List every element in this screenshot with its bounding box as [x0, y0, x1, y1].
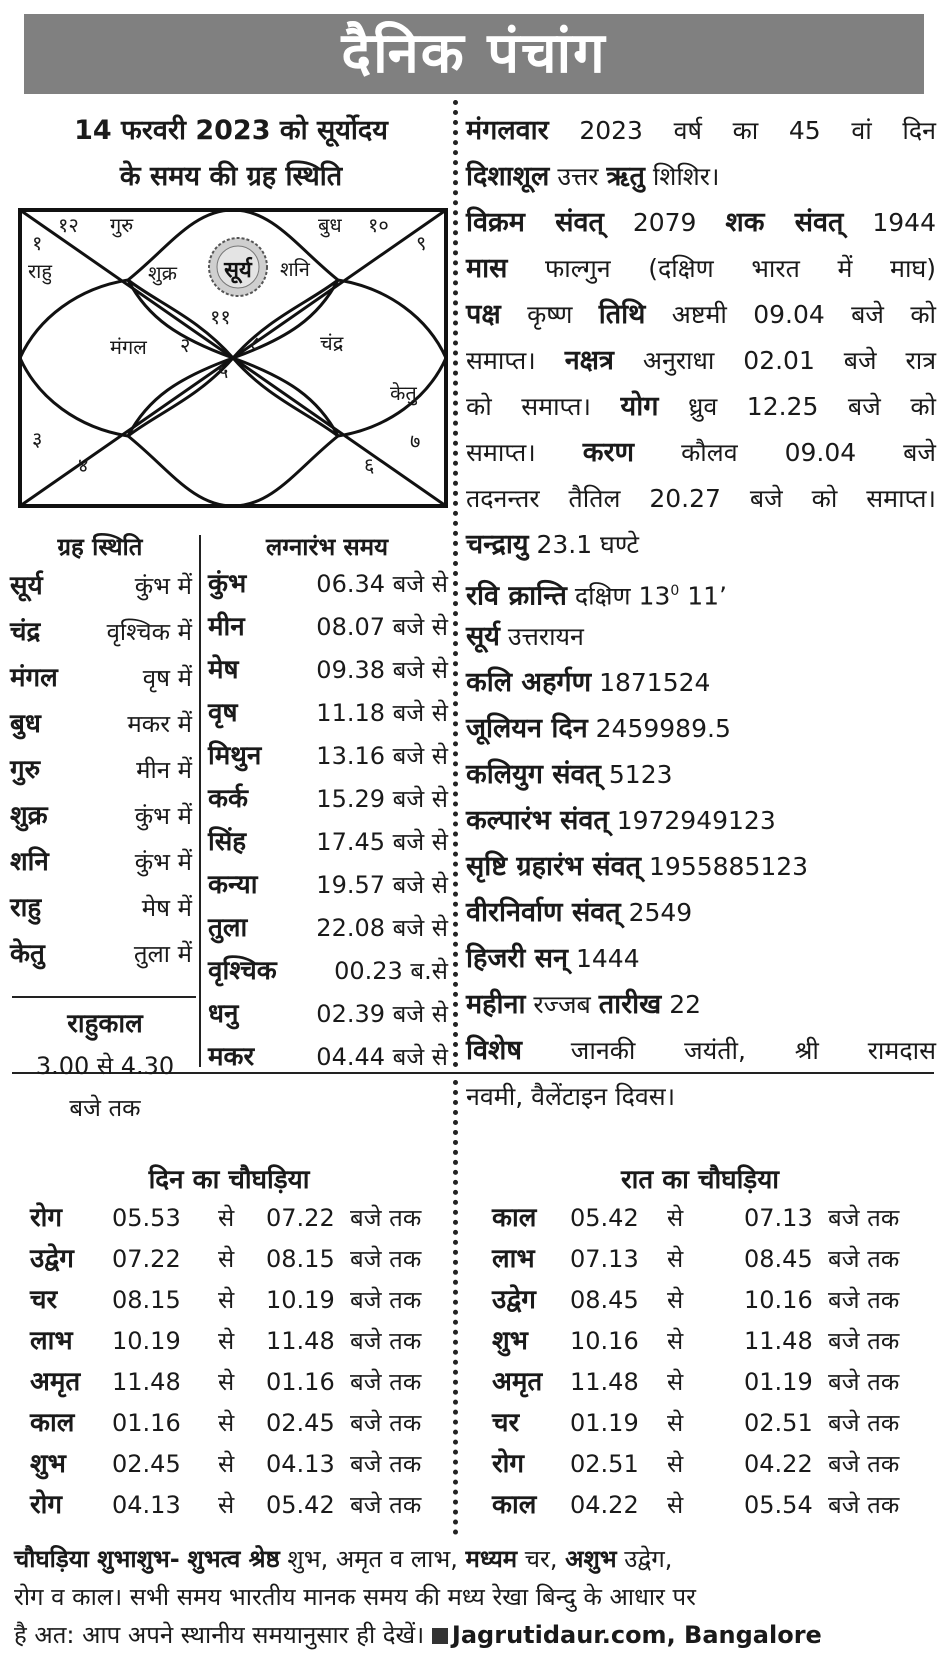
info-vishesh-line2: नवमी, वैलेंटाइन दिवस। [466, 1082, 676, 1111]
info-kranti [466, 568, 936, 614]
rahukaal-title: राहुकाल [67, 1009, 143, 1039]
choghadiya-name: लाभ [30, 1326, 73, 1356]
info-yog [466, 384, 936, 430]
hijri-value: 1444 [576, 944, 640, 973]
srishti-value: 1955885123 [649, 852, 809, 881]
footer-text-shubh: शुभ, अमृत व लाभ, [287, 1545, 458, 1573]
lagna-sign: मीन [208, 612, 245, 642]
chart-title-line2: के समय की ग्रह स्थिति [119, 161, 343, 192]
lagna-row [208, 649, 448, 692]
choghadiya-name: काल [492, 1203, 537, 1233]
julian-label: जूलियन दिन [466, 713, 588, 744]
lagna-row [208, 950, 448, 993]
choghadiya-name: अमृत [30, 1367, 81, 1397]
lagna-sign: मकर [208, 1042, 255, 1072]
house-11-number: ११ [210, 305, 231, 329]
shukra-label: शुक्र [148, 261, 177, 285]
planet-row [10, 609, 192, 655]
kalparambh-label: कल्पारंभ संवत् [466, 805, 609, 836]
se-word: से [218, 1245, 235, 1273]
lagna-time: 00.23 ब.से [334, 957, 448, 985]
footer-note [14, 1540, 934, 1654]
planet-sign: मेष में [141, 894, 192, 922]
planet-name: सूर्य [10, 571, 43, 601]
day-choghadiya-title: दिन का चौघड़िया [148, 1165, 310, 1195]
start-time: 08.15 [112, 1286, 181, 1314]
kaliyug-value: 5123 [608, 760, 673, 789]
planet-sign: कुंभ में [134, 848, 192, 876]
info-dishashool [466, 154, 936, 200]
start-time: 05.42 [570, 1204, 639, 1232]
info-surya [466, 614, 936, 660]
mangal-label: मंगल [110, 335, 147, 359]
hijri-label: हिजरी सन् [466, 943, 569, 974]
chandrayu-label: चन्द्रायु [466, 529, 529, 560]
choghadiya-name: उद्वेग [30, 1244, 74, 1274]
tarikh-label: तारीख [598, 989, 662, 1020]
day-choghadiya-row [30, 1444, 470, 1485]
lagna-time: 06.34 बजे से [316, 570, 448, 598]
planet-positions-header: ग्रह स्थिति [57, 533, 143, 561]
time-suffix: बजे तक [828, 1491, 900, 1519]
yog-value: ध्रुव 12.25 बजे को [687, 392, 936, 421]
end-time: 11.48 [266, 1327, 335, 1355]
info-nakshatra [466, 338, 936, 384]
day-label: मंगलवार [466, 115, 549, 146]
kali-label: कलि अहर्गण [466, 667, 592, 698]
planet-sign: कुंभ में [134, 572, 192, 600]
lagna-sign: वृश्चिक [208, 956, 277, 986]
planet-sign: वृष में [142, 664, 192, 692]
kalparambh-value: 1972949123 [616, 806, 776, 835]
se-word: से [667, 1409, 684, 1437]
ketu-label: केतु [390, 381, 417, 405]
se-word: से [218, 1491, 235, 1519]
lagna-header: लग्नारंभ समय [265, 533, 389, 561]
day-choghadiya-row [30, 1485, 470, 1526]
time-suffix: बजे तक [350, 1245, 422, 1273]
end-time: 08.15 [266, 1245, 335, 1273]
dishashool-value: उत्तर [557, 162, 599, 191]
planet-name: बुध [10, 709, 41, 739]
source-credit: Jagrutidaur.com, Bangalore [451, 1621, 822, 1649]
footer-label-shresth: शुभत्व श्रेष्ठ [187, 1545, 280, 1573]
paksha-label: पक्ष [466, 299, 501, 330]
lagna-sign: तुला [208, 913, 248, 943]
chandra-label: चंद्र [320, 331, 344, 355]
info-mahina [466, 982, 936, 1028]
start-time: 11.48 [112, 1368, 181, 1396]
planet-name: शुक्र [10, 801, 48, 831]
se-word: से [218, 1368, 235, 1396]
time-suffix: बजे तक [350, 1368, 422, 1396]
tarikh-value: 22 [669, 990, 702, 1019]
karan-value: कौलव 09.04 बजे [681, 438, 936, 467]
lagna-sign: सिंह [208, 827, 247, 857]
start-time: 02.51 [570, 1450, 639, 1478]
choghadiya-name: रोग [30, 1203, 63, 1233]
time-suffix: बजे तक [828, 1286, 900, 1314]
nakshatra-label: नक्षत्र [564, 345, 614, 376]
lagna-sign: कर्क [208, 784, 248, 814]
night-choghadiya-row [492, 1198, 932, 1239]
day-choghadiya-row [30, 1321, 470, 1362]
samapt-2: को समाप्त। [466, 392, 591, 421]
footer-line3 [14, 1616, 934, 1654]
time-suffix: बजे तक [828, 1327, 900, 1355]
planet-name: राहु [10, 893, 42, 923]
info-tadanantar: तदनन्तर तैतिल 20.27 बजे को समाप्त। [466, 484, 936, 513]
planet-name: गुरु [10, 755, 41, 785]
kranti-minutes: 11’ [687, 581, 727, 611]
lagna-row [208, 606, 448, 649]
lagna-time: 11.18 बजे से [316, 699, 448, 727]
house-6-number: ६ [364, 453, 375, 477]
info-maas [466, 246, 936, 292]
info-karan [466, 430, 936, 476]
footer-label-madhyam: मध्यम [465, 1545, 518, 1573]
se-word: से [218, 1204, 235, 1232]
vikram-label: विक्रम संवत् [466, 207, 604, 238]
start-time: 04.22 [570, 1491, 639, 1519]
planet-name: मंगल [10, 663, 58, 693]
se-word: से [667, 1327, 684, 1355]
house-7-number: ७ [410, 429, 421, 453]
se-word: से [667, 1204, 684, 1232]
footer-label-ashubh: अशुभ [565, 1545, 617, 1573]
planet-row [10, 563, 192, 609]
kranti-label: रवि क्रान्ति [466, 580, 567, 612]
paksha-value: कृष्ण [527, 300, 573, 329]
info-veer [466, 890, 936, 936]
day-text: 2023 वर्ष का 45 वां दिन [579, 116, 936, 145]
chandrayu-value: 23.1 घण्टे [536, 530, 640, 559]
chart-title-line1: 14 फरवरी 2023 को सूर्योदय [74, 115, 388, 146]
day-choghadiya-row [30, 1403, 470, 1444]
house-1-number: १ [32, 231, 43, 255]
house-8-number: ८ [250, 331, 261, 355]
end-time: 11.48 [744, 1327, 813, 1355]
time-suffix: बजे तक [828, 1245, 900, 1273]
footer-text-char: चर, [524, 1545, 558, 1573]
end-time: 05.42 [266, 1491, 335, 1519]
end-time: 01.16 [266, 1368, 335, 1396]
page-title-banner: दैनिक पंचांग [24, 14, 924, 94]
info-chandrayu [466, 522, 936, 568]
end-time: 04.22 [744, 1450, 813, 1478]
planet-row [10, 839, 192, 885]
day-choghadiya-row [30, 1362, 470, 1403]
time-suffix: बजे तक [350, 1327, 422, 1355]
night-choghadiya-row [492, 1444, 932, 1485]
time-suffix: बजे तक [350, 1450, 422, 1478]
planet-sign: मीन में [136, 756, 192, 784]
info-kali [466, 660, 936, 706]
lagna-sign: कन्या [208, 870, 258, 900]
choghadiya-name: चर [492, 1408, 520, 1438]
kali-value: 1871524 [599, 668, 711, 697]
center-planet-label: सूर्य [224, 258, 252, 283]
start-time: 10.16 [570, 1327, 639, 1355]
kranti-degree: 0 [670, 583, 680, 599]
lagna-row [208, 1036, 448, 1079]
lagna-sign: मेष [208, 655, 239, 685]
start-time: 02.45 [112, 1450, 181, 1478]
lagna-time: 19.57 बजे से [316, 871, 448, 899]
mahina-label: महीना [466, 989, 526, 1020]
day-choghadiya-row [30, 1239, 470, 1280]
tithi-value: अष्टमी 09.04 बजे को [671, 300, 936, 329]
time-suffix: बजे तक [350, 1409, 422, 1437]
end-time: 10.16 [744, 1286, 813, 1314]
choghadiya-name: अमृत [492, 1367, 543, 1397]
shani-label: शनि [280, 257, 310, 281]
vikram-value: 2079 [632, 208, 697, 237]
info-day [466, 108, 936, 154]
day-choghadiya-row [30, 1280, 470, 1321]
kundli-chart [18, 208, 448, 508]
planet-row [10, 793, 192, 839]
night-choghadiya-row [492, 1362, 932, 1403]
lagna-time: 09.38 बजे से [316, 656, 448, 684]
end-time: 02.51 [744, 1409, 813, 1437]
end-time: 07.13 [744, 1204, 813, 1232]
house-10-number: १० [368, 213, 389, 237]
karan-label: करण [582, 437, 635, 468]
time-suffix: बजे तक [350, 1491, 422, 1519]
samapt-3: समाप्त। [466, 438, 536, 467]
lagna-row [208, 778, 448, 821]
house-12-number: १२ [58, 213, 79, 237]
house-9-number: ९ [416, 231, 427, 255]
planet-row [10, 885, 192, 931]
house-4-number: ४ [78, 453, 89, 477]
info-hijri [466, 936, 936, 982]
time-suffix: बजे तक [350, 1286, 422, 1314]
veer-value: 2549 [628, 898, 693, 927]
se-word: से [667, 1286, 684, 1314]
planet-row [10, 931, 192, 977]
info-kaliyug [466, 752, 936, 798]
julian-value: 2459989.5 [595, 714, 731, 743]
planet-name: शनि [10, 847, 49, 877]
choghadiya-name: चर [30, 1285, 58, 1315]
lagna-sign: वृष [208, 698, 238, 728]
lagna-row [208, 864, 448, 907]
lagna-sign: कुंभ [208, 569, 247, 599]
srishti-label: सृष्टि ग्रहारंभ संवत् [466, 851, 642, 882]
se-word: से [218, 1450, 235, 1478]
se-word: से [667, 1491, 684, 1519]
info-paksha [466, 292, 936, 338]
end-time: 01.19 [744, 1368, 813, 1396]
footer-line3-text: है अत: आप अपने स्थानीय समयानुसार ही देखें। [14, 1621, 425, 1649]
end-time: 07.22 [266, 1204, 335, 1232]
start-time: 11.48 [570, 1368, 639, 1396]
samapt-1: समाप्त। [466, 346, 536, 375]
lagna-time: 17.45 बजे से [316, 828, 448, 856]
dishashool-label: दिशाशूल [466, 161, 550, 192]
choghadiya-name: काल [30, 1408, 75, 1438]
kaliyug-label: कलियुग संवत् [466, 759, 601, 790]
start-time: 10.19 [112, 1327, 181, 1355]
lagna-row [208, 692, 448, 735]
start-time: 07.13 [570, 1245, 639, 1273]
choghadiya-name: लाभ [492, 1244, 535, 1274]
lagna-row [208, 735, 448, 778]
night-choghadiya-row [492, 1280, 932, 1321]
vishesh-label: विशेष [466, 1035, 522, 1066]
lagna-sign: मिथुन [208, 741, 262, 771]
sun-badge [204, 236, 272, 298]
start-time: 05.53 [112, 1204, 181, 1232]
rahukaal-suffix: बजे तक [69, 1094, 141, 1122]
lagna-row [208, 821, 448, 864]
planet-row [10, 701, 192, 747]
rahu-label: राहु [28, 259, 52, 283]
rahukaal-box [10, 1003, 200, 1129]
lagna-row [208, 993, 448, 1036]
surya-value: उत्तरायन [507, 622, 584, 651]
night-choghadiya-title: रात का चौघड़िया [620, 1165, 780, 1195]
info-srishti [466, 844, 936, 890]
shak-value: 1944 [872, 208, 936, 237]
planet-row [10, 747, 192, 793]
end-time: 04.13 [266, 1450, 335, 1478]
info-samvat [466, 200, 936, 246]
end-time: 10.19 [266, 1286, 335, 1314]
chart-title [14, 108, 448, 200]
time-suffix: बजे तक [350, 1204, 422, 1232]
lagna-time: 13.16 बजे से [316, 742, 448, 770]
se-word: से [667, 1245, 684, 1273]
vishesh-value: जानकी जयंती, श्री रामदास [570, 1036, 936, 1065]
info-kalparambh [466, 798, 936, 844]
lagna-time: 15.29 बजे से [316, 785, 448, 813]
column-divider [199, 535, 201, 1067]
se-word: से [667, 1450, 684, 1478]
surya-label: सूर्य [466, 621, 500, 652]
time-suffix: बजे तक [828, 1450, 900, 1478]
night-choghadiya-row [492, 1239, 932, 1280]
night-choghadiya-row [492, 1403, 932, 1444]
start-time: 01.16 [112, 1409, 181, 1437]
planet-sign: मकर में [127, 710, 192, 738]
time-suffix: बजे तक [828, 1204, 900, 1232]
se-word: से [218, 1327, 235, 1355]
kranti-value: दक्षिण 13 [574, 581, 671, 611]
choghadiya-name: शुभ [492, 1326, 528, 1356]
end-time: 02.45 [266, 1409, 335, 1437]
mahina-value: रज्जब [533, 990, 591, 1019]
lagna-time: 02.39 बजे से [316, 1000, 448, 1028]
planet-sign: कुंभ में [134, 802, 192, 830]
choghadiya-name: काल [492, 1490, 537, 1520]
time-suffix: बजे तक [828, 1368, 900, 1396]
start-time: 08.45 [570, 1286, 639, 1314]
ritu-label: ऋतु [606, 161, 645, 192]
house-3-number: ३ [32, 427, 43, 451]
rahukaal-time: 3.00 से 4.30 [35, 1052, 175, 1080]
night-choghadiya-row [492, 1485, 932, 1526]
planet-name: चंद्र [10, 617, 41, 647]
lagna-time: 22.08 बजे से [316, 914, 448, 942]
guru-label: गुरु [110, 213, 134, 237]
house-2-number: २ [180, 333, 191, 357]
house-5-number: ५ [218, 359, 229, 383]
planet-sign: तुला में [133, 940, 192, 968]
choghadiya-name: रोग [30, 1490, 63, 1520]
nakshatra-value: अनुराधा 02.01 बजे रात्र [642, 346, 937, 375]
rahukaal-divider [12, 996, 196, 998]
lagna-sign: धनु [208, 999, 239, 1029]
se-word: से [218, 1286, 235, 1314]
lagna-row [208, 907, 448, 950]
start-time: 04.13 [112, 1491, 181, 1519]
start-time: 01.19 [570, 1409, 639, 1437]
start-time: 07.22 [112, 1245, 181, 1273]
choghadiya-name: रोग [492, 1449, 525, 1479]
lagna-row [208, 563, 448, 606]
footer-label-choghadiya: चौघड़िया शुभाशुभ- [14, 1545, 180, 1573]
planet-row [10, 655, 192, 701]
end-time: 05.54 [744, 1491, 813, 1519]
ritu-value: शिशिर। [652, 162, 720, 191]
se-word: से [218, 1409, 235, 1437]
planet-name: केतु [10, 939, 45, 969]
se-word: से [667, 1368, 684, 1396]
top-vertical-divider [453, 100, 458, 1068]
footer-line1 [14, 1540, 934, 1578]
info-vishesh [466, 1028, 936, 1074]
planet-sign: वृश्चिक में [106, 618, 192, 646]
footer-line2: रोग व काल। सभी समय भारतीय मानक समय की मध्य रेखा बिन्दु के आधार पर [14, 1583, 696, 1611]
veer-label: वीरनिर्वाण संवत् [466, 897, 621, 928]
time-suffix: बजे तक [828, 1409, 900, 1437]
shak-label: शक संवत् [725, 207, 844, 238]
footer-text-udveg: उद्वेग, [624, 1545, 673, 1573]
end-time: 08.45 [744, 1245, 813, 1273]
night-choghadiya-row [492, 1321, 932, 1362]
square-bullet-icon [432, 1628, 448, 1644]
choghadiya-name: शुभ [30, 1449, 66, 1479]
tithi-label: तिथि [598, 299, 646, 330]
yog-label: योग [620, 391, 659, 422]
lagna-time: 04.44 बजे से [316, 1043, 448, 1071]
maas-value: फाल्गुन (दक्षिण भारत में माघ) [545, 254, 936, 283]
lagna-time: 08.07 बजे से [316, 613, 448, 641]
budh-label: बुध [318, 213, 342, 237]
info-julian [466, 706, 936, 752]
day-choghadiya-row [30, 1198, 470, 1239]
choghadiya-name: उद्वेग [492, 1285, 536, 1315]
maas-label: मास [466, 253, 508, 284]
